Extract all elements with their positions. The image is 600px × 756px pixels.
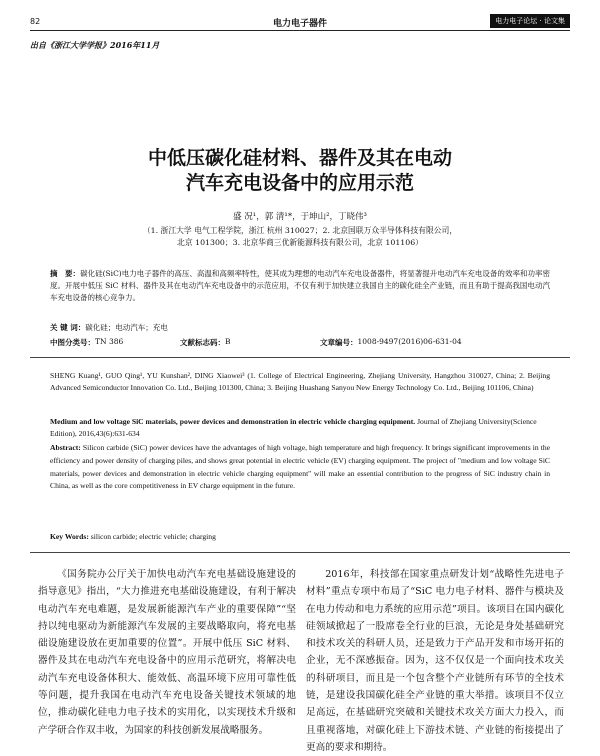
keywords-cn-text: 碳化硅；电动汽车；充电 — [85, 323, 168, 332]
abstract-cn-label: 摘 要： — [50, 269, 81, 278]
affiliation-line-2: 北京 101300；3. 北京华商三优新能源科技有限公司，北京 101106） — [177, 238, 423, 247]
affiliation-line-1: （1. 浙江大学 电气工程学院，浙江 杭州 310027；2. 北京国联万众半导体科技有限公司， — [142, 226, 458, 235]
body-column-left — [38, 566, 296, 738]
journal-name: 电力电子器件 — [272, 19, 327, 29]
keywords-cn-label: 关 键 词： — [50, 323, 86, 332]
body-left-text: 《国务院办公厅关于加快电动汽车充电基础设施建设的指导意见》指出，“大力推进充电基础设施建设，有利于解决电动汽车充电难题，是发展新能源汽车产业的重要保障”“坚持以纯电驱动为新能源汽车发展的主要战略取向，将充电基础设施建设放在更加重要的位置”。开展中低压 SiC 材料、器件及其在电动汽车充电设备中的应用示范研究，将解决电动汽车充电设备体积大、能效低、高温环境下应用可靠性低等问题，提升我国在电动汽车充电设备关键技术领域的地位，推动碳化硅电力电子技术的实用化，以实现技术升级和产学研合作双丰收，为国家的科技创新发展战略服务。 — [38, 569, 296, 736]
authors-cn: 盛 况¹，郭 清¹*，于坤山²，丁晓伟³ — [233, 212, 367, 222]
title-en: Medium and low voltage SiC materials, power devices and demonstration in electric vehicle charging equipment. — [50, 417, 416, 426]
abstract-cn — [50, 268, 550, 304]
title-line-1: 中低压碳化硅材料、器件及其在电动 — [147, 147, 452, 169]
divider-bottom — [30, 552, 570, 553]
clc-label: 中图分类号： — [50, 338, 95, 347]
doc-code-label: 文献标志码： — [180, 338, 225, 347]
keywords-en-text: silicon carbide; electric vehicle; charging — [88, 532, 216, 541]
title-line-2: 汽车充电设备中的应用示范 — [185, 172, 414, 194]
citation-source: 出自《浙江大学学报》2016年11月 — [30, 40, 160, 50]
page-number: 82 — [30, 17, 41, 26]
article-no-label: 文章编号： — [320, 338, 358, 347]
journal-ref-en: Journal of Zhejiang University(Science Edition), 2016,43(6):631-634 — [50, 417, 537, 439]
divider-top — [30, 357, 570, 358]
clc-value: TN 386 — [95, 337, 124, 346]
body-column-right — [306, 566, 564, 753]
english-title-block — [50, 416, 550, 440]
running-header — [30, 14, 570, 31]
abstract-cn-text: 碳化硅(SiC)电力电子器件的高压、高温和高频率特性，使其成为理想的电动汽车充电设备器件，将显著提升电动汽车充电设备的效率和功率密度。开展中低压 SiC 材料、器件及其在电动汽车充电设备中的示范应用，不仅有利于加快建立我国自主的碳化硅全产业链，而且有助于提高我国电动汽车充电设备的核心竞争力。 — [50, 269, 551, 302]
article-no-value: 1008-9497(2016)06-631-04 — [357, 337, 462, 346]
abstract-en — [50, 442, 550, 493]
abstract-en-text: Silicon carbide (SiC) power devices have the advantages of high voltage, high temperature and high frequency. It brings significant improvements in the efficiency and power density of charging piles, and shows great potential in electric vehicle (EV) charging equipment. The project of "medium and low voltage SiC materials, power devices and demonstration in electric vehicle charging equipment" will make an essential contribution to the progress of SiC industry chain in China, as well as the core competitiveness in EV charge equipment in the future. — [50, 443, 550, 491]
keywords-en — [50, 532, 550, 541]
keywords-cn — [50, 322, 550, 333]
doc-code-value: B — [225, 337, 231, 346]
authors-en: SHENG Kuang¹, GUO Qing¹, YU Kunshan², DING Xiaowei³ (1. College of Electrical Engineering, Zhejiang University, Hangzhou 310027, China; 2. Beijing Advanced Semiconductor Innovation Co. Ltd., Beijing 101300, China; 3. Beijing Huashang Sanyou New Energy Technology Co. Ltd., Beijing 101106, China) — [50, 371, 550, 393]
paper-title — [40, 146, 560, 196]
keywords-en-label: Key Words: — [50, 532, 89, 541]
affiliations-cn — [70, 225, 530, 249]
abstract-en-label: Abstract: — [50, 443, 81, 452]
section-tag: 电力电子论坛 · 论文集 — [490, 14, 570, 28]
body-right-text: 2016年，科技部在国家重点研发计划“战略性先进电子材料”重点专项中布局了“SiC 电力电子材料、器件与模块及在电力传动和电力系统的应用示范”项目。该项目在国内碳化硅领域掀起了一股席卷全行业的巨浪，无论是身处基础研究和技术攻关的科研人员，还是致力于产品开发和市场开拓的企业，无不深感振奋。因为，这不仅仅是一个面向技术攻关的科研项目，而且是一个包含整个产业链所有环节的全技术链，是建设我国碳化硅全产业链的重大举措。该项目不仅立足高远，在基础研究突破和关键技术攻关方面大力投入，而且重视落地，对碳化硅上下游技术链、产业链的衔接提出了更高的要求和期待。 — [306, 569, 564, 753]
